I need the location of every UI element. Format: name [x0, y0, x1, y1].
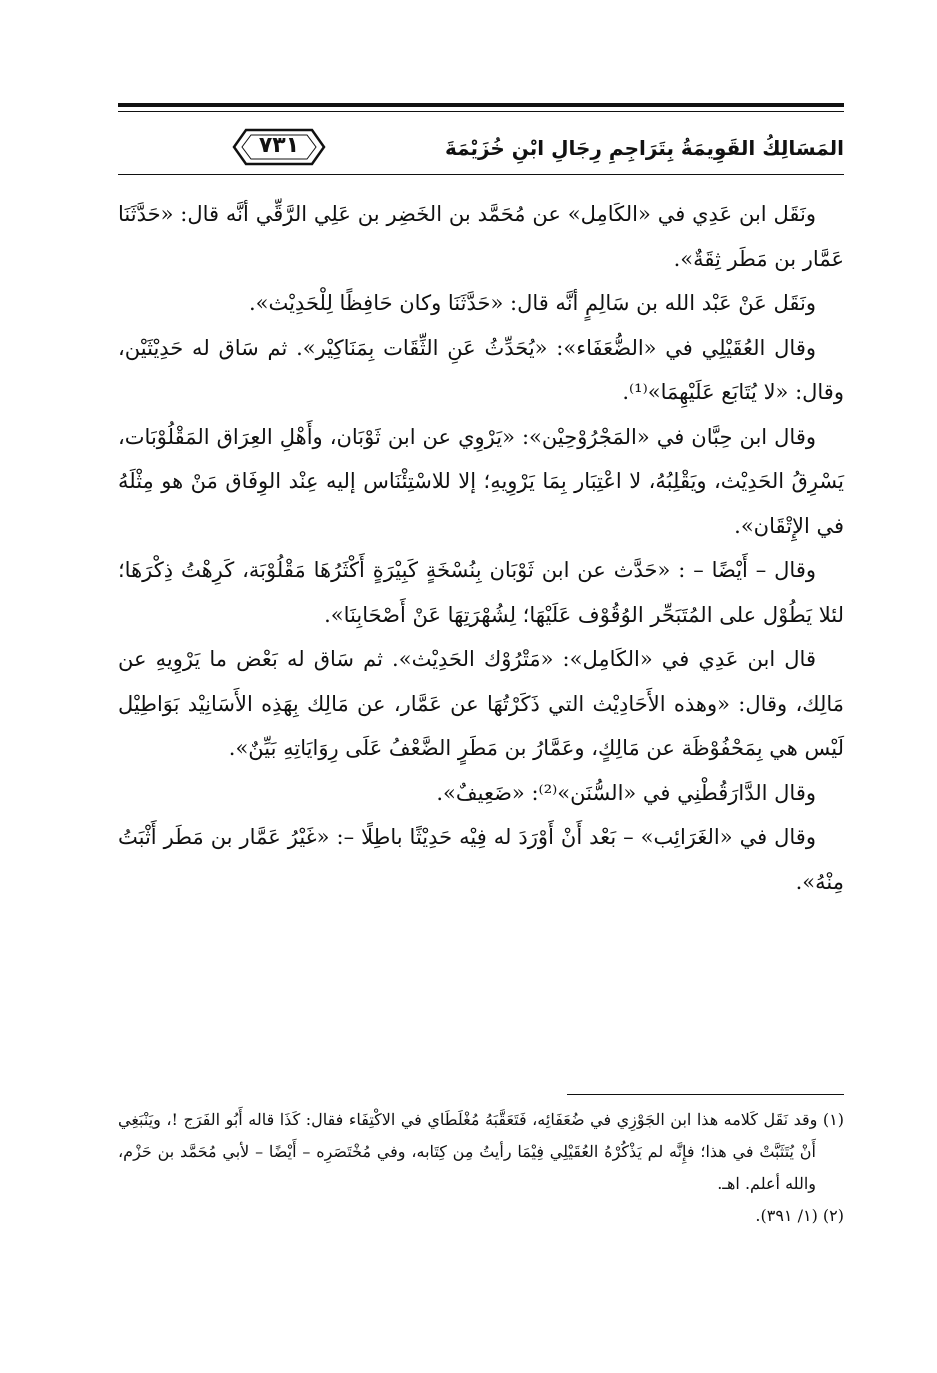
- paragraph: ونَقَل عَنْ عَبْد الله بن سَالِمٍ أنَّه قال: «حَدَّثَنَا وكان حَافِظًا لِلْحَدِيْث».: [248, 291, 816, 315]
- paragraph: وقال – أَيْضًا – : «حَدَّث عن ابن ثَوْبَان بِنُسْخَةٍ كَبِيْرَةٍ أَكْثَرُهَا مَقْلُوْبَة، كَرِهْتُ ذِكْرَهَا؛ لئلا يَطُوْل على المُتَبَحِّر الوُقُوْف عَلَيْهَا؛ لِشُهْرَتِهَا عَنْ أَصْحَابِنَا».: [118, 558, 844, 627]
- page-number-badge: [232, 126, 326, 168]
- header-rule-thin: [118, 111, 844, 112]
- header-rule-bottom: [118, 174, 844, 175]
- footnote: (١) وقد نَقَل كَلامه هذا ابن الجَوْزِي في ضُعَفَائِه، فَتَعَقَّبَهُ مُغْلَطَاي في الاكْتِفَاء فقال: كَذَا قاله أَبُو الفَرَج !، ويَنْبَغِي أَنْ يُتَثَبَّتْ في هذا؛ فإِنَّه لم يَذْكُرْهُ العُقَيْلِي فِيْمَا رأيتُ مِن كِتَابه، وفي مُخْتَصَرِه – أَيْضًا – لأبي مُحَمَّد بن حَزْم، والله أعلم. اهـ.: [118, 1110, 845, 1193]
- footnote-separator: [567, 1094, 844, 1095]
- main-text: [118, 192, 844, 904]
- paragraph: وقال العُقَيْلِي في «الضُّعَفَاء»: «يُحَدِّثُ عَنِ الثِّقَات بِمَنَاكِيْر». ثم سَاق له حَدِيْثَيْن، وقال: «لا يُتَابَع عَلَيْهِمَا»⁽¹⁾.: [118, 335, 844, 404]
- page-number: ٧٣١: [258, 133, 300, 158]
- running-title: المَسَالِكُ القَوِيمَةُ بِتَرَاجِمِ رِجَالِ ابْنِ خُزَيْمَةَ: [444, 136, 844, 160]
- paragraph: وقال ابن حِبَّان في «المَجْرُوْحِيْن»: «يَرْوِي عن ابن ثَوْبَان، وأَهْلِ العِرَاق المَقْلُوْبَات، يَسْرِقُ الحَدِيْث، ويَقْلِبُهُ، لا اعْتِبَار بِمَا يَرْوِيهِ؛ إلا للاسْتِئْنَاس إليه عِنْد الوِفَاق مَنْ هو مِثْلَهُ في الإِتْقَان».: [118, 424, 844, 538]
- paragraph: قال ابن عَدِي في «الكَامِل»: «مَتْرُوْك الحَدِيْث». ثم سَاق له بَعْض ما يَرْوِيهِ عن مَالِك، وقال: «وهذه الأَحَادِيْث التي ذَكَرْتُهَا عن عَمَّار، عن مَالِك بِهَذِه الأَسَانِيْد بَوَاطِيْل لَيْس هي بِمَحْفُوْظَة عن مَالِكٍ، وعَمَّارُ بن مَطَرٍ الضَّعْفُ عَلَى رِوَايَاتِهِ بَيِّنٌ».: [118, 647, 844, 760]
- paragraph: وقال الدَّارَقُطْنِي في «السُّنَن»⁽²⁾: «ضَعِيفٌ».: [436, 780, 816, 805]
- footnotes: [118, 1104, 844, 1232]
- paragraph: وقال في «الغَرَائِب» – بَعْد أَنْ أَوْرَدَ له فِيْه حَدِيْثًا باطِلًا –: «غَيْرُ عَمَّار بن مَطَر أَثْبَتُ مِنْهُ».: [118, 825, 844, 894]
- paragraph: ونَقَل ابن عَدِي في «الكَامِل» عن مُحَمَّد بن الخَضِر بن عَلِي الرَّقِّي أنَّه قال: «حَدَّثَنَا عَمَّار بن مَطَر ثِقَةٌ».: [118, 202, 844, 271]
- footnote: (٢) (١/ ٣٩١).: [755, 1206, 844, 1225]
- header-rule-thick: [118, 103, 844, 107]
